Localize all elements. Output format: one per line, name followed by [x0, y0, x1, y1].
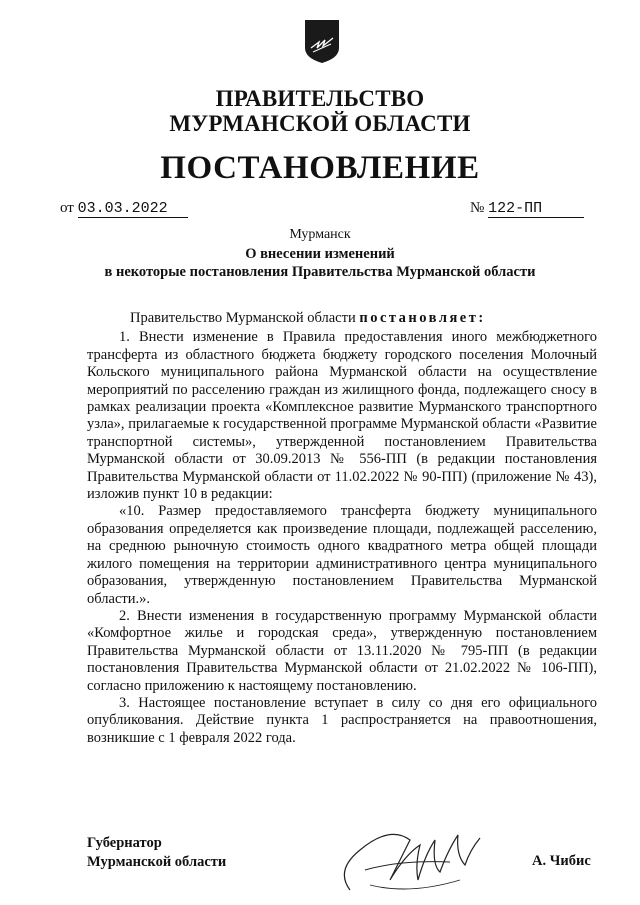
date-row: [60, 200, 188, 218]
org-name-line1: ПРАВИТЕЛЬСТВО: [215, 86, 425, 111]
signatory-title: [87, 834, 226, 872]
signatory-name: А. Чибис: [532, 853, 591, 869]
signatory-title-line2: Мурманской области: [87, 854, 227, 870]
city: Мурманск: [289, 227, 351, 242]
document-type-title: ПОСТАНОВЛЕНИЕ: [160, 150, 480, 186]
number-prefix: №: [470, 200, 485, 216]
intro-decree: постановляет:: [359, 310, 486, 326]
intro-paragraph: [87, 310, 597, 327]
paragraph-3: 3. Настоящее постановление вступает в силу со дня его официального опубликования. Действие пункта 1 распространяется на правоотношения, возникшие с 1 февраля 2022 года.: [87, 694, 597, 746]
handwritten-signature-icon: [330, 810, 490, 900]
signatory-title-line1: Губернатор: [87, 835, 162, 851]
org-name-line2: МУРМАНСКОЙ ОБЛАСТИ: [169, 111, 471, 136]
coat-of-arms-icon: [303, 18, 341, 64]
paragraph-1-quote: «10. Размер предоставляемого трансферта бюджету муниципального образования определяется как произведение площади, подлежащей расселению, на среднюю рыночную стоимость одного квадратного метра общей площади жилого помещения на территории административного центра муниципального образования, утвержденную постановлением Правительства Мурманской области.».: [87, 503, 597, 607]
document-number: 122-ПП: [488, 200, 584, 218]
document-date: 03.03.2022: [78, 200, 188, 218]
number-row: [470, 200, 584, 218]
paragraph-2: 2. Внести изменения в государственную программу Мурманской области «Комфортное жилье и городская среда», утвержденную постановлением Правительства Мурманской области от 13.11.2020 № 795-ПП (в редакции постановления Правительства Мурманской области от 21.02.2022 № 106-ПП), согласно приложению к настоящему постановлению.: [87, 607, 597, 694]
document-body: [87, 310, 597, 747]
subject-line1: О внесении изменений: [245, 246, 395, 262]
subject-line2: в некоторые постановления Правительства Мурманской области: [104, 264, 536, 280]
paragraph-1: 1. Внести изменение в Правила предоставления иного межбюджетного трансферта из областного бюджета бюджету городского поселения Молочный Кольского муниципального района Мурманской области на осуществление мероприятий по расселению граждан из жилищного фонда, подлежащего сносу в рамках реализации проекта «Комплексное развитие Мурманского транспортного узла», прилагаемые к государственной программе Мурманской области «Развитие транспортной системы», утвержденной постановлением Правительства Мурманской области от 30.09.2013 № 556-ПП (в редакции постановления Правительства Мурманской области от 11.02.2022 № 90-ПП) (приложение № 43), изложив пункт 10 в редакции:: [87, 329, 597, 503]
date-prefix: от: [60, 200, 74, 216]
intro-text: Правительство Мурманской области: [130, 310, 356, 326]
